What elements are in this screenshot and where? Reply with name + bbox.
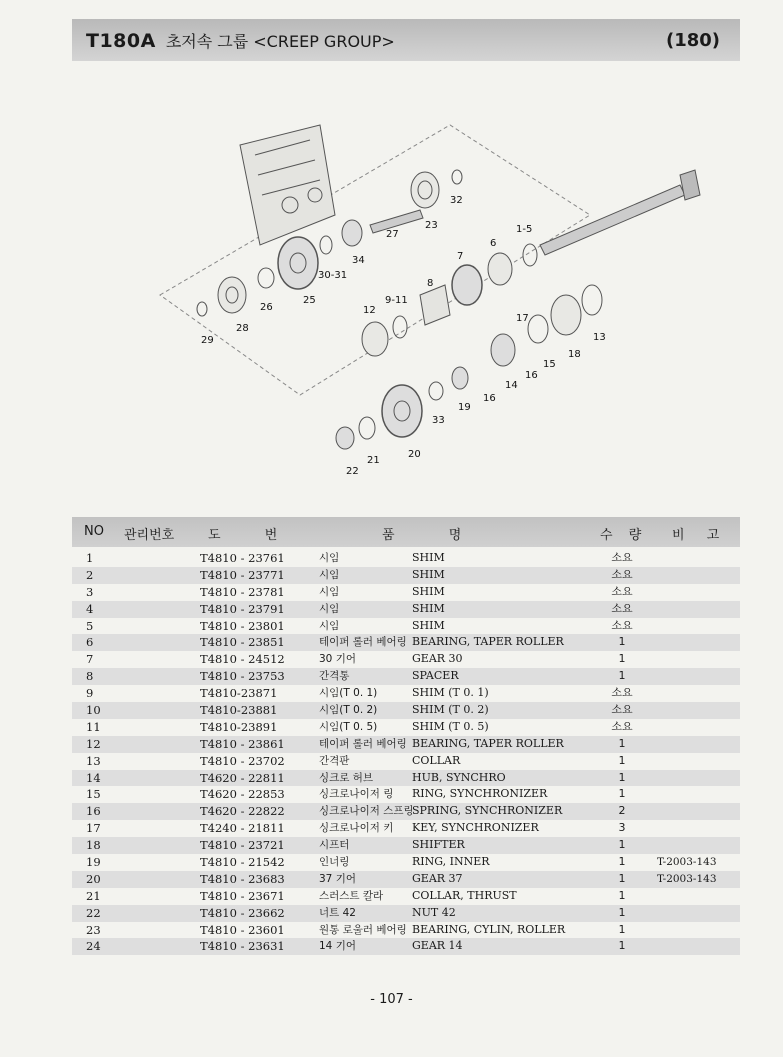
callout-label: 34 <box>352 255 365 266</box>
table-row <box>72 584 740 601</box>
callout-label: 6 <box>490 238 497 249</box>
cell-no: 17 <box>86 821 101 836</box>
table-row <box>72 837 740 854</box>
cell-kr: 너트 42 <box>319 906 356 919</box>
callout-label: 16 <box>525 370 538 381</box>
cell-no: 4 <box>86 601 94 616</box>
callout-label: 16 <box>483 393 496 404</box>
cell-no: 16 <box>86 804 101 819</box>
cell-no: 15 <box>86 787 101 802</box>
cell-en: SHIM (T 0. 5) <box>412 719 489 733</box>
cell-qty: 1 <box>618 652 626 666</box>
callout-label: 15 <box>543 359 556 370</box>
table-row <box>72 888 740 905</box>
cell-en: GEAR 14 <box>412 939 463 953</box>
cell-kr: 테이퍼 롤러 베어링 <box>319 636 407 649</box>
callout-label: 12 <box>363 305 376 316</box>
cell-part: T4810 - 23861 <box>200 736 285 751</box>
cell-no: 21 <box>86 888 101 903</box>
cell-no: 14 <box>86 770 101 785</box>
cell-no: 22 <box>86 905 101 920</box>
cell-qty: 1 <box>618 922 626 936</box>
cell-kr: 시임 <box>319 552 340 564</box>
cell-kr: 원통 로울러 베어링 <box>319 923 407 936</box>
cell-qty: 1 <box>618 871 626 885</box>
table-row <box>72 922 740 939</box>
cell-part: T4810 - 23801 <box>200 618 285 633</box>
table-row <box>72 854 740 871</box>
group-name: 초저속 그룹 <CREEP GROUP> <box>165 31 395 51</box>
cell-kr: 시프터 <box>319 839 350 852</box>
callout-label: 1-5 <box>516 224 533 235</box>
cell-kr: 37 기어 <box>319 872 356 885</box>
cell-kr: 시임(T 0. 1) <box>319 687 378 700</box>
table-row <box>72 770 740 787</box>
exploded-parts-diagram <box>120 95 720 495</box>
table-row <box>72 905 740 922</box>
cell-kr: 싱크로 허브 <box>319 771 374 784</box>
cell-part: T4810-23891 <box>200 719 278 734</box>
cell-note: T-2003-143 <box>657 856 717 869</box>
cell-part: T4810 - 23601 <box>200 922 285 937</box>
cell-part: T4620 - 22853 <box>200 787 285 802</box>
callout-label: 28 <box>236 323 249 334</box>
cell-no: 2 <box>86 567 94 582</box>
cell-no: 1 <box>86 551 94 565</box>
cell-part: T4620 - 22811 <box>200 770 285 785</box>
cell-en: COLLAR <box>412 753 461 767</box>
cell-qty: 1 <box>618 855 626 869</box>
table-row <box>72 820 740 837</box>
parts-table-header <box>72 517 740 547</box>
table-row <box>72 702 740 719</box>
cell-qty: 1 <box>618 888 626 902</box>
cell-kr: 30 기어 <box>319 653 356 666</box>
cell-en: SHIM (T 0. 1) <box>412 686 489 700</box>
callout-label: 32 <box>450 195 463 206</box>
table-row <box>72 685 740 702</box>
header-qty: 수 량 <box>600 528 642 543</box>
cell-part: T4810 - 23702 <box>200 753 285 768</box>
table-row <box>72 550 740 567</box>
header-drawing: 도 번 <box>208 528 278 543</box>
cell-no: 5 <box>86 618 94 633</box>
cell-en: SHIM <box>412 551 445 564</box>
cell-no: 20 <box>86 871 101 886</box>
cell-en: RING, INNER <box>412 855 490 869</box>
cell-qty: 1 <box>618 939 626 953</box>
cell-part: T4810 - 23671 <box>200 888 285 903</box>
cell-part: T4810 - 23753 <box>200 669 285 684</box>
cell-kr: 간격판 <box>319 754 350 767</box>
cell-part: T4810 - 23631 <box>200 939 285 954</box>
cell-en: SHIM (T 0. 2) <box>412 703 489 717</box>
header-no: NO <box>84 524 104 539</box>
cell-qty: 소요 <box>611 551 633 564</box>
cell-en: HUB, SYNCHRO <box>412 770 506 784</box>
table-row <box>72 567 740 584</box>
cell-qty: 소요 <box>611 618 633 632</box>
cell-kr: 시임 <box>319 568 340 581</box>
cell-qty: 1 <box>618 787 626 801</box>
cell-qty: 1 <box>618 838 626 852</box>
cell-part: T4810 - 23771 <box>200 567 285 582</box>
cell-en: SHIM <box>412 567 445 581</box>
cell-no: 12 <box>86 736 101 751</box>
callout-label: 29 <box>201 335 214 346</box>
table-row <box>72 803 740 820</box>
cell-part: T4240 - 21811 <box>200 821 285 836</box>
cell-no: 8 <box>86 669 94 684</box>
callout-label: 9-11 <box>385 295 408 306</box>
header-name: 품 명 <box>382 528 462 543</box>
cell-qty: 1 <box>618 736 626 750</box>
table-row <box>72 634 740 651</box>
cell-kr: 간격통 <box>319 670 350 683</box>
table-row <box>72 651 740 668</box>
cell-no: 9 <box>86 686 94 701</box>
callout-label: 22 <box>346 466 359 477</box>
table-row <box>72 601 740 618</box>
cell-qty: 2 <box>618 804 626 818</box>
cell-kr: 테이퍼 롤러 베어링 <box>319 737 407 750</box>
cell-kr: 시임 <box>319 619 340 632</box>
cell-en: SHIFTER <box>412 838 465 852</box>
cell-qty: 소요 <box>611 686 633 700</box>
cell-part: T4810 - 23721 <box>200 838 285 853</box>
cell-kr: 싱크로나이저 키 <box>319 822 394 835</box>
cell-kr: 싱크로나이저 스프링 <box>319 805 414 818</box>
callout-label: 27 <box>386 229 399 240</box>
cell-qty: 소요 <box>611 601 633 615</box>
cell-en: SHIM <box>412 584 445 598</box>
cell-qty: 1 <box>618 669 626 683</box>
callout-label: 17 <box>516 313 529 324</box>
cell-en: BEARING, CYLIN, ROLLER <box>412 922 566 936</box>
model-code: T180A <box>86 29 156 52</box>
cell-part: T4810 - 23662 <box>200 905 285 920</box>
cell-part: T4810 - 23683 <box>200 871 285 886</box>
page-number: - 107 - <box>370 992 413 1007</box>
cell-part: T4810 - 24512 <box>200 652 285 667</box>
table-row <box>72 618 740 635</box>
cell-no: 19 <box>86 855 101 870</box>
cell-part: T4810-23871 <box>200 686 278 701</box>
header-note: 비 고 <box>672 528 720 543</box>
cell-kr: 스러스트 칼라 <box>319 889 384 902</box>
cell-part: T4810-23881 <box>200 703 278 718</box>
cell-part: T4810 - 23851 <box>200 635 285 650</box>
title-group <box>86 29 395 52</box>
cell-en: GEAR 30 <box>412 652 463 666</box>
parts-table-body <box>72 550 740 955</box>
table-row <box>72 719 740 736</box>
cell-kr: 시임 <box>319 585 340 598</box>
cell-kr: 시임(T 0. 5) <box>319 720 378 733</box>
cell-kr: 싱크로나이저 링 <box>319 788 394 801</box>
cell-en: BEARING, TAPER ROLLER <box>412 635 564 649</box>
table-row <box>72 938 740 955</box>
cell-en: KEY, SYNCHRONIZER <box>412 821 539 835</box>
table-row <box>72 753 740 770</box>
cell-qty: 소요 <box>611 584 633 598</box>
header-mgmt: 관리번호 <box>124 528 175 543</box>
callout-label: 26 <box>260 302 273 313</box>
cell-en: SHIM <box>412 618 445 632</box>
cell-kr: 인너링 <box>319 856 350 869</box>
cell-qty: 3 <box>618 821 626 835</box>
cell-qty: 1 <box>618 635 626 649</box>
cell-no: 11 <box>86 719 101 734</box>
cell-en: NUT 42 <box>412 905 456 919</box>
cell-en: COLLAR, THRUST <box>412 888 517 902</box>
callout-label: 20 <box>408 449 421 460</box>
callout-label: 8 <box>427 278 434 289</box>
cell-no: 13 <box>86 753 101 768</box>
table-row <box>72 786 740 803</box>
title-bar <box>72 19 740 61</box>
cell-kr: 시임(T 0. 2) <box>319 704 378 717</box>
cell-no: 6 <box>86 635 94 650</box>
callout-label: 30-31 <box>318 270 348 281</box>
callout-label: 13 <box>593 332 606 343</box>
cell-qty: 1 <box>618 770 626 784</box>
table-row <box>72 668 740 685</box>
cell-note: T-2003-143 <box>657 872 717 885</box>
cell-en: SHIM <box>412 601 445 615</box>
cell-no: 23 <box>86 922 101 937</box>
cell-qty: 소요 <box>611 567 633 581</box>
cell-no: 7 <box>86 652 94 667</box>
callout-label: 33 <box>432 415 445 426</box>
cell-kr: 14 기어 <box>319 940 356 953</box>
callout-label: 7 <box>457 251 464 262</box>
cell-qty: 1 <box>618 753 626 767</box>
table-row <box>72 736 740 753</box>
cell-en: GEAR 37 <box>412 871 463 885</box>
callout-label: 19 <box>458 402 471 413</box>
cell-no: 18 <box>86 838 101 853</box>
cell-en: SPACER <box>412 669 459 683</box>
callout-label: 18 <box>568 349 581 360</box>
cell-part: T4810 - 23761 <box>200 551 285 565</box>
cell-qty: 소요 <box>611 719 633 733</box>
cell-part: T4810 - 23781 <box>200 584 285 599</box>
cell-qty: 소요 <box>611 703 633 717</box>
cell-qty: 1 <box>618 905 626 919</box>
callout-label: 14 <box>505 380 518 391</box>
cell-part: T4810 - 23791 <box>200 601 285 616</box>
cell-part: T4810 - 21542 <box>200 855 285 870</box>
cell-en: SPRING, SYNCHRONIZER <box>412 804 563 818</box>
cell-no: 24 <box>86 939 101 954</box>
cell-en: BEARING, TAPER ROLLER <box>412 736 564 750</box>
callout-label: 21 <box>367 455 380 466</box>
page-reference: (180) <box>665 29 720 51</box>
callout-label: 25 <box>303 295 316 306</box>
cell-part: T4620 - 22822 <box>200 804 285 819</box>
table-row <box>72 871 740 888</box>
cell-en: RING, SYNCHRONIZER <box>412 787 548 801</box>
cell-no: 3 <box>86 584 94 599</box>
cell-no: 10 <box>86 703 101 718</box>
callout-label: 23 <box>425 220 438 231</box>
cell-kr: 시임 <box>319 602 340 615</box>
